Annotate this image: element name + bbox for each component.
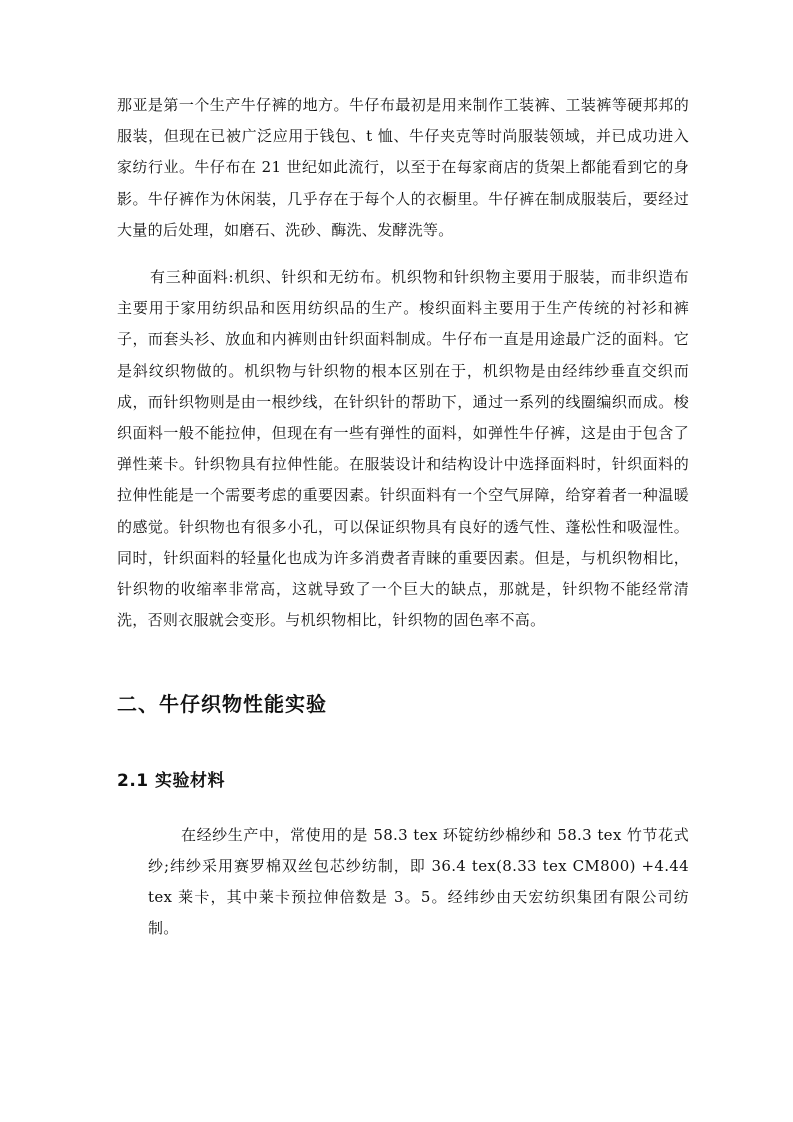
section-heading: 二、牛仔织物性能实验	[117, 692, 327, 716]
subsection-heading: 2.1 实验材料	[117, 771, 226, 791]
body-paragraph-fabric-types: 有三种面料:机织、针织和无纺布。机织物和针织物主要用于服装，而非织造布主要用于家用纺织品和医用纺织品的生产。梭织面料主要用于生产传统的衬衫和裤子，而套头衫、放血和内裤则由针织面料制成。牛仔布一直是用途最广泛的面料。它是斜纹织物做的。机织物与针织物的根本区别在于，机织物是由经纬纱垂直交织而成，而针织物则是由一根纱线，在针织针的帮助下，通过一系列的线圈编织而成。梭织面料一般不能拉伸，但现在有一些有弹性的面料，如弹性牛仔裤，这是由于包含了弹性莱卡。针织物具有拉伸性能。在服装设计和结构设计中选择面料时，针织面料的拉伸性能是一个需要考虑的重要因素。针织面料有一个空气屏障，给穿着者一种温暖的感觉。针织物也有很多小孔，可以保证织物具有良好的透气性、蓬松性和吸湿性。同时，针织面料的轻量化也成为许多消费者青睐的重要因素。但是，与机织物相比，针织物的收缩率非常高，这就导致了一个巨大的缺点，那就是，针织物不能经常清洗，否则衣服就会变形。与机织物相比，针织物的固色率不高。	[117, 268, 689, 630]
body-paragraph-materials: 在经纱生产中，常使用的是 58.3 tex 环锭纺纱棉纱和 58.3 tex 竹节花式纱;纬纱采用赛罗棉双丝包芯纱纺制，即 36.4 tex(8.33 tex CM800) +4.44 tex 莱卡，其中莱卡预拉伸倍数是 3。5。经纬纱由天宏纺织集团有限公司纺制。	[148, 826, 689, 937]
body-paragraph-denim-history: 那亚是第一个生产牛仔裤的地方。牛仔布最初是用来制作工装裤、工装裤等硬邦邦的服装，但现在已被广泛应用于钱包、t 恤、牛仔夹克等时尚服装领域，并已成功进入家纺行业。牛仔布在 21 世纪如此流行，以至于在每家商店的货架上都能看到它的身影。牛仔裤作为休闲装，几乎存在于每个人的衣橱里。牛仔裤在制成服装后，要经过大量的后处理，如磨石、洗砂、酶洗、发酵洗等。	[117, 96, 689, 239]
